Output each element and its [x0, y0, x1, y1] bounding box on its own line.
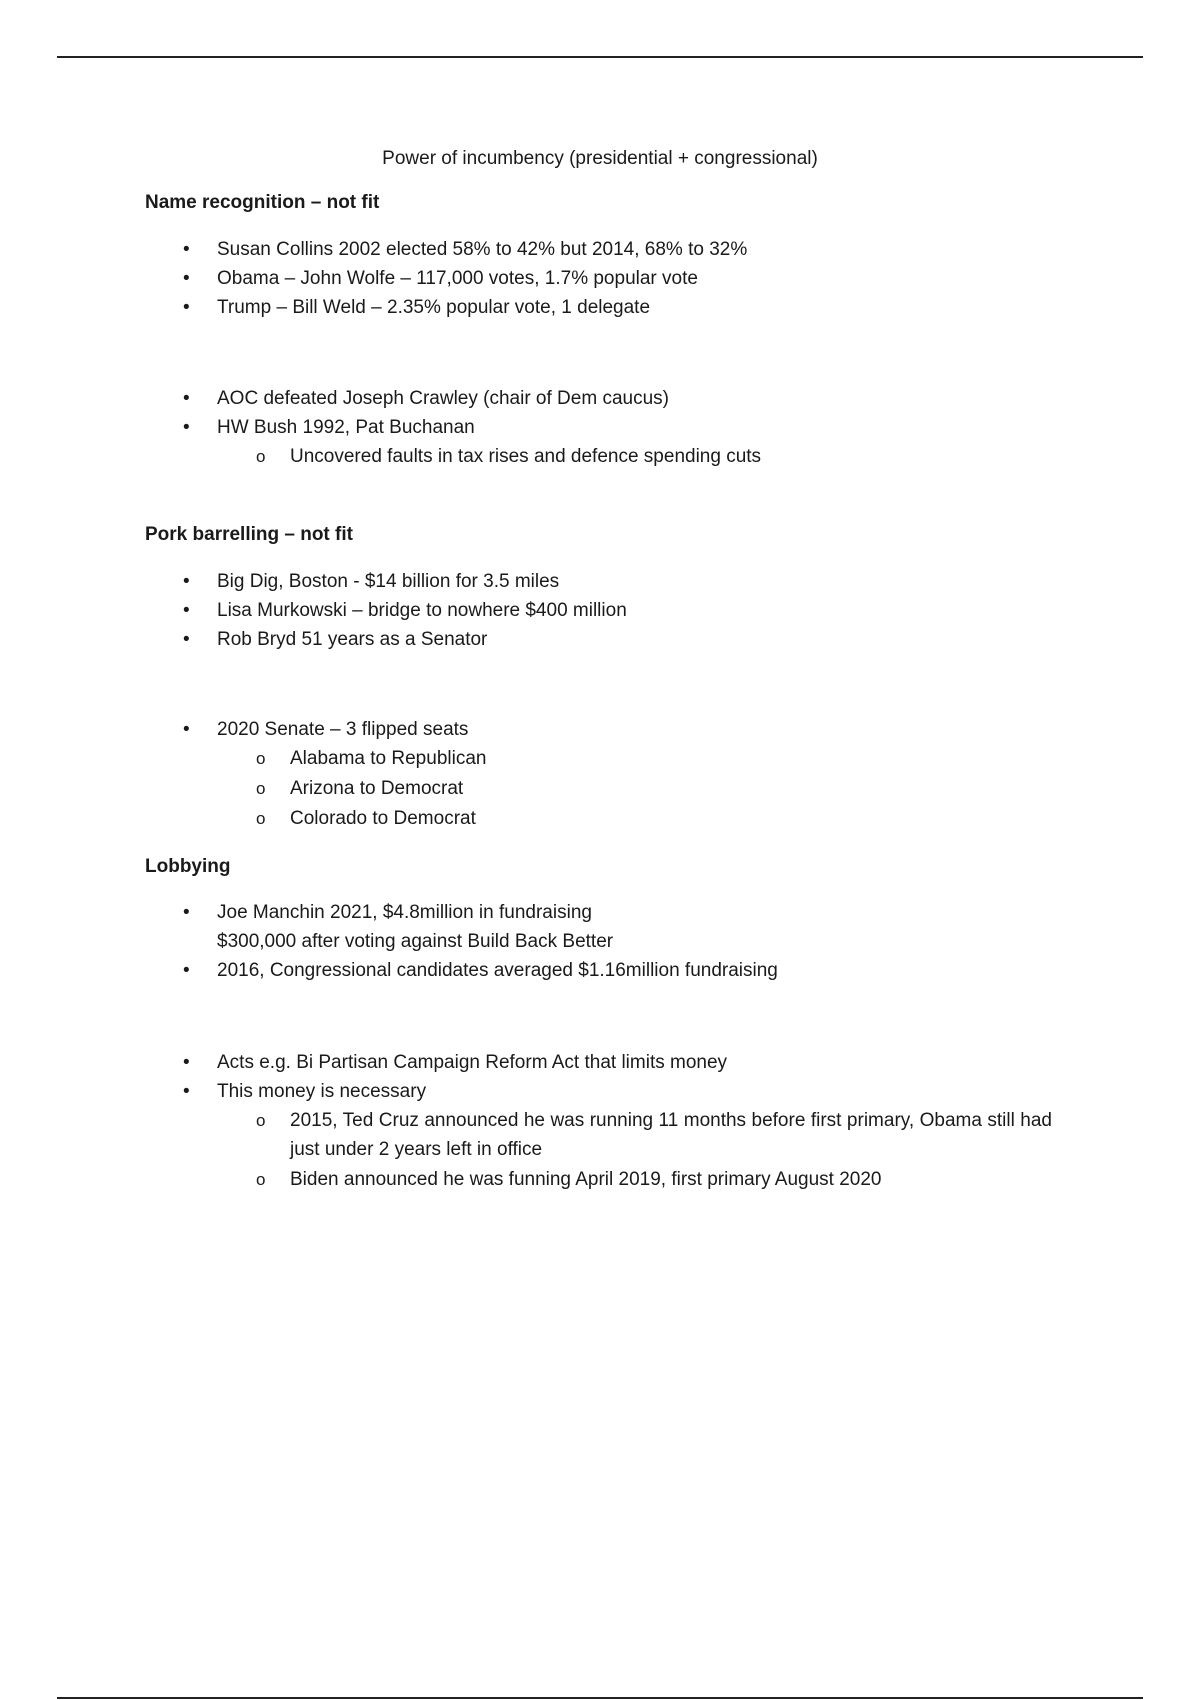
footer-rule [57, 1697, 1143, 1699]
list-item [183, 898, 592, 927]
list-item-continuation [217, 927, 613, 956]
list-item [183, 264, 698, 293]
sub-list-item-text: Colorado to Democrat [290, 808, 476, 829]
list-item-text: Lisa Murkowski – bridge to nowhere $400 million [217, 600, 627, 621]
list-item [183, 235, 748, 264]
bullet-icon: • [183, 719, 190, 740]
list-item [183, 1077, 427, 1106]
sub-list-item [256, 744, 487, 773]
sub-list-item-text: 2015, Ted Cruz announced he was running 11 months before first primary, Obama still had just under 2 years left in office [290, 1110, 1052, 1160]
sub-list-item [256, 442, 762, 471]
circle-bullet-icon: o [256, 1111, 266, 1130]
list-item [183, 1048, 728, 1077]
bullet-icon: • [183, 629, 190, 650]
list-item-text: Susan Collins 2002 elected 58% to 42% but 2014, 68% to 32% [217, 239, 748, 260]
circle-bullet-icon: o [256, 447, 266, 466]
bullet-icon: • [183, 268, 190, 289]
bullet-icon: • [183, 571, 190, 592]
list-item-text: 2016, Congressional candidates averaged $1.16million fundraising [217, 960, 778, 981]
header-rule [57, 56, 1143, 58]
sub-list-item [256, 804, 476, 833]
list-item-text: 2020 Senate – 3 flipped seats [217, 719, 469, 740]
sub-list-item-text: Arizona to Democrat [290, 778, 464, 799]
sub-list-item-text: Alabama to Republican [290, 748, 487, 769]
list-item [183, 413, 475, 442]
sub-list-item-text: Biden announced he was funning April 2019, first primary August 2020 [290, 1169, 882, 1190]
list-item [183, 956, 778, 985]
list-item-text: HW Bush 1992, Pat Buchanan [217, 417, 475, 438]
sub-list-item [256, 1106, 1052, 1164]
sub-list-item [256, 774, 464, 803]
document-title: Power of incumbency (presidential + congressional) [382, 148, 818, 169]
list-item [183, 625, 488, 654]
list-item-text: This money is necessary [217, 1081, 427, 1102]
list-item-text: $300,000 after voting against Build Back Better [217, 931, 614, 952]
bullet-icon: • [183, 1052, 190, 1073]
list-item-text: Trump – Bill Weld – 2.35% popular vote, 1 delegate [217, 297, 651, 318]
bullet-icon: • [183, 239, 190, 260]
circle-bullet-icon: o [256, 749, 266, 768]
list-item [183, 384, 669, 413]
sub-list-item-text: Uncovered faults in tax rises and defence spending cuts [290, 446, 762, 467]
list-item-text: Big Dig, Boston - $14 billion for 3.5 miles [217, 571, 560, 592]
list-item-text: Acts e.g. Bi Partisan Campaign Reform Act that limits money [217, 1052, 728, 1073]
section-heading-lobbying: Lobbying [145, 856, 231, 877]
bullet-icon: • [183, 902, 190, 923]
bullet-icon: • [183, 600, 190, 621]
list-item-text: Rob Bryd 51 years as a Senator [217, 629, 488, 650]
sub-list-item [256, 1165, 882, 1194]
list-item [183, 567, 560, 596]
bullet-icon: • [183, 417, 190, 438]
bullet-icon: • [183, 297, 190, 318]
circle-bullet-icon: o [256, 809, 266, 828]
list-item [183, 596, 627, 625]
list-item-text: AOC defeated Joseph Crawley (chair of Dem caucus) [217, 388, 669, 409]
bullet-icon: • [183, 388, 190, 409]
list-item [183, 293, 651, 322]
section-heading-pork-barrelling: Pork barrelling – not fit [145, 524, 353, 545]
circle-bullet-icon: o [256, 1170, 266, 1189]
list-item [183, 715, 469, 744]
list-item-text: Obama – John Wolfe – 117,000 votes, 1.7% popular vote [217, 268, 698, 289]
bullet-icon: • [183, 960, 190, 981]
section-heading-name-recognition: Name recognition – not fit [145, 192, 380, 213]
bullet-icon: • [183, 1081, 190, 1102]
list-item-text: Joe Manchin 2021, $4.8million in fundraising [217, 902, 592, 923]
circle-bullet-icon: o [256, 779, 266, 798]
